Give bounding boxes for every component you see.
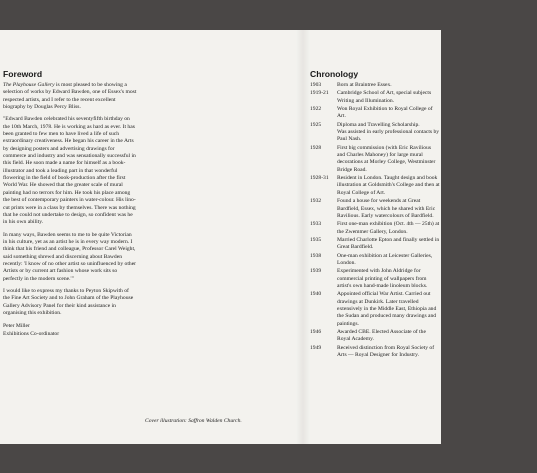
signature-block	[3, 323, 137, 338]
chronology-event: Awarded CBE. Elected Associate of the Royal Academy.	[337, 329, 426, 343]
chronology-year: 1939	[310, 268, 322, 275]
foreword-intro-text: is most pleased to be showing a selection of works by Edward Bawden, one of Essex's most respected artists, and I refer to the recent excellent biography by Douglas Percy Bliss.	[3, 82, 137, 111]
chronology-year: 1946	[310, 329, 322, 335]
chronology-event: Was assisted in early professional contacts by Paul Nash.	[337, 129, 440, 143]
cover-caption: Cover illustration: Saffron Walden Church.	[145, 418, 242, 424]
chronology-event: Resident in London. Taught design and book illustration at Goldsmith's College and then at Royal College of Art.	[337, 175, 440, 196]
foreword-heading: Foreword	[3, 69, 43, 79]
chronology-year: 1928	[310, 144, 322, 151]
chronology-entry	[310, 253, 440, 268]
chronology-event: Received distinction from Royal Society of Arts — Royal Designer for Industry.	[337, 344, 435, 359]
chronology-event: Diploma and Travelling Scholarship.	[337, 121, 420, 128]
foreword-intro	[3, 82, 137, 111]
chronology-entry	[310, 129, 440, 144]
chronology-event: Won Royal Exhibition to Royal College of Art.	[337, 106, 433, 120]
chronology-year: 1903	[310, 82, 322, 88]
chronology-entry	[310, 122, 440, 129]
foreword-paragraph-3: In many ways, Bawden seems to me to be quite Victorian in his culture, yet as an artist he is in every way modern. I think that his friend and colleague, Professor Carel Weight, said something shrewd and discerning about Bawden recently: 'I know of no other artist so uninfluenced by other Artists or by current art fashion whose work sits so perfectly in the modern scene.'"	[3, 231, 137, 282]
chronology-year: 1938	[310, 252, 322, 259]
chronology-year: 1933	[310, 221, 322, 228]
chronology-event: First big commission (with Eric Ravilious and Charles Mahoney) for large mural decorations at Morley College, Westminster Bridge Road.	[337, 144, 436, 173]
chronology-year: 1925	[310, 121, 322, 128]
chronology-list	[310, 82, 440, 359]
gallery-name: The Playhouse Gallery	[3, 82, 55, 88]
chronology-year: 1932	[310, 198, 322, 205]
signature-title: Exhibitions Co-ordinator	[3, 330, 60, 337]
chronology-event: Married Charlotte Epton and finally settled in Great Bardfield.	[337, 236, 440, 251]
chronology-year: 1949	[310, 344, 322, 351]
chronology-event: Cambridge School of Art, special subjects Writing and Illumination.	[337, 90, 432, 104]
chronology-entry	[310, 291, 440, 328]
foreword-thanks: I would like to express my thanks to Peyton Skipwith of the Fine Art Society and to John Graham of the Playhouse Gallery Advisory Panel for their kind assistance in organising this exhibition.	[3, 287, 134, 316]
chronology-entry	[310, 268, 440, 290]
chronology-year: 1919-21	[310, 90, 329, 97]
chronology-year: 1940	[310, 291, 322, 298]
page-fold	[296, 30, 310, 444]
brochure-page	[0, 30, 441, 444]
chronology-year: 1922	[310, 106, 322, 113]
chronology-column	[310, 69, 440, 359]
chronology-year	[310, 129, 337, 144]
chronology-entry	[310, 345, 440, 360]
chronology-entry	[310, 82, 440, 89]
chronology-entry	[310, 237, 440, 252]
chronology-entry	[310, 198, 440, 220]
chronology-event: Experimented with John Aldridge for commercial printing of wallpapers from artist's own hand-made linoleum blocks.	[337, 268, 428, 289]
foreword-column	[3, 69, 137, 338]
chronology-heading: Chronology	[310, 69, 359, 79]
chronology-entry	[310, 221, 440, 236]
chronology-event: Appointed official War Artist. Carried out drawings at Dunkirk. Later travelled extensively in the Middle East, Ethiopia and the Sudan and produced many drawings and paintings.	[337, 291, 437, 327]
chronology-year: 1935	[310, 236, 322, 243]
chronology-event: First one-man exhibition (Oct. 4th — 25th) at the Zwemmer Gallery, London.	[337, 221, 440, 235]
foreword-quote: "Edward Bawden celebrated his seventyfifth birthday on the 10th March, 1978. He is working as hard as ever. It has been granted to few men to have lived a life of such extraordinary creativeness. He began his career in the Arts by designing posters and advertising drawings for commerce and industry and was sensationally successful in this field. He soon made a name for himself as a book-illustrator and took a leading part in that wonderful flowering in the field of book-production after the first World War. He showed that the greater scale of mural painting had no terrors for him. He took his place among the best of contemporary painters in water-colour. His lino-cut prints were in a class by themselves. There was nothing that he could not undertake to design, so confident was he in his own ability.	[3, 116, 136, 226]
chronology-entry	[310, 106, 440, 121]
chronology-event: Born at Braintree Essex.	[337, 82, 392, 88]
chronology-entry	[310, 329, 440, 344]
chronology-entry	[310, 90, 440, 105]
chronology-entry	[310, 145, 440, 174]
chronology-event: One-man exhibition at Leicester Galleries, London.	[337, 252, 433, 266]
chronology-event: Found a house for weekends at Great Bardfield, Essex, which he shared with Eric Ravilious. Early watercolours of Bardfield.	[337, 198, 436, 219]
chronology-year: 1928-31	[310, 175, 329, 182]
chronology-entry	[310, 175, 440, 197]
signature-name: Peter Miller	[3, 323, 30, 330]
